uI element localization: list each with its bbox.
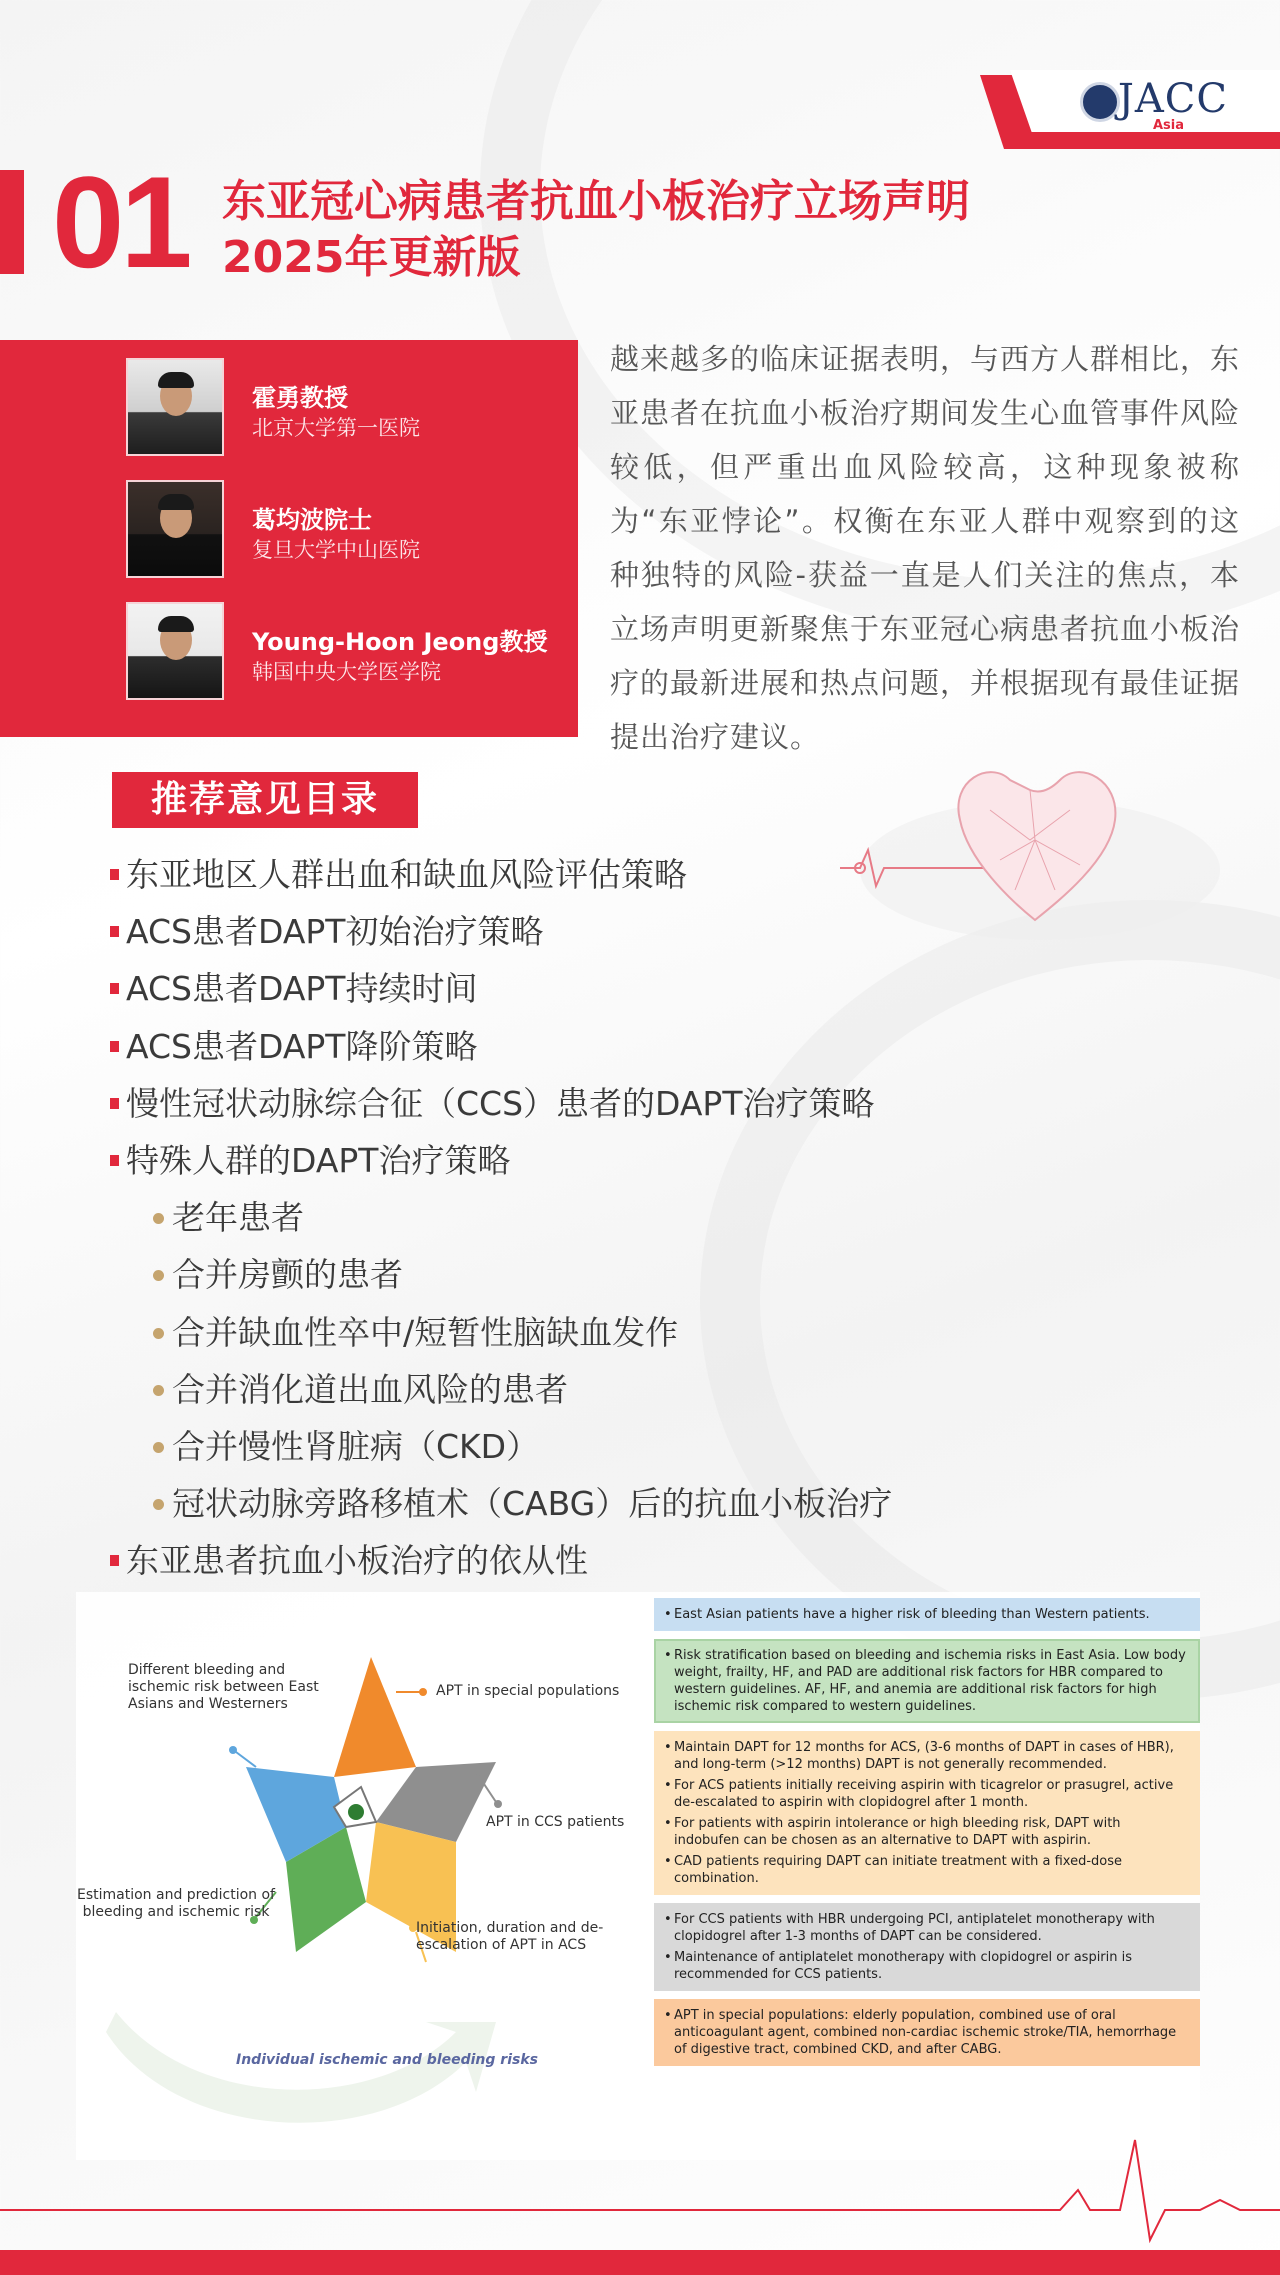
author-name: Young-Hoon Jeong教授: [252, 628, 548, 656]
title-line-1: 东亚冠心病患者抗血小板治疗立场声明: [222, 176, 970, 227]
sub-list-item: 老年患者: [110, 1189, 1010, 1246]
figure-caption: Individual ischemic and bleeding risks: [236, 2052, 538, 2068]
author-name: 霍勇教授: [252, 384, 348, 412]
author-card: [126, 358, 566, 456]
list-item: ACS患者DAPT降阶策略: [110, 1018, 1010, 1075]
summary-row: • Maintain DAPT for 12 months for ACS, (3-6 months of DAPT in cases of HBR), and long-term (>12 months) DAPT is not generally recommended.: [664, 1739, 1190, 1773]
jacc-logo-asia: Asia: [1152, 118, 1184, 133]
author-affiliation: 复旦大学中山医院: [252, 538, 420, 562]
author-name: 葛均波院士: [252, 506, 372, 534]
summary-box: [654, 1598, 1200, 1631]
author-affiliation: 韩国中央大学医学院: [252, 660, 441, 684]
author-affiliation: 北京大学第一医院: [252, 416, 420, 440]
list-item: ACS患者DAPT持续时间: [110, 960, 1010, 1017]
sub-list-item: 冠状动脉旁路移植术（CABG）后的抗血小板治疗: [110, 1475, 1010, 1532]
summary-box: [654, 1903, 1200, 1991]
author-card: [126, 602, 566, 700]
author-photo: [126, 480, 224, 578]
author-photo: [126, 602, 224, 700]
sub-list-item: 合并缺血性卒中/短暂性脑缺血发作: [110, 1304, 1010, 1361]
recommendations-heading: 推荐意见目录: [112, 772, 418, 828]
puzzle-diagram: [76, 1592, 646, 2160]
recommendations-list: [110, 846, 1010, 1590]
sub-list-item: 合并房颤的患者: [110, 1246, 1010, 1303]
summary-boxes: [654, 1598, 1200, 2074]
summary-row: • Maintenance of antiplatelet monotherapy with clopidogrel or aspirin is recommended for CCS patients.: [664, 1949, 1190, 1983]
summary-box: [654, 1639, 1200, 1723]
label-apt-ccs: APT in CCS patients: [486, 1814, 625, 1830]
summary-box: [654, 1731, 1200, 1895]
summary-row: • Risk stratification based on bleeding and ischemia risks in East Asia. Low body weight, frailty, HF, and PAD are additional risk factors for HBR compared to western guidelines. AF, HF, and anemia are additional risk factors for high ischemic risk compared to western guidelines.: [664, 1647, 1190, 1715]
list-item: 慢性冠状动脉综合征（CCS）患者的DAPT治疗策略: [110, 1075, 1010, 1132]
jacc-logo: JACC: [1117, 76, 1228, 122]
label-apt-special: APT in special populations: [436, 1683, 620, 1699]
list-item: 东亚患者抗血小板治疗的依从性: [110, 1532, 1010, 1589]
label-apt-acs: Initiation, duration and de-escalation of APT in ACS: [416, 1920, 604, 1953]
authors-panel: [0, 340, 578, 737]
label-risk-estimation: Estimation and prediction of bleeding and ischemic risk: [77, 1887, 275, 1920]
page-title: [222, 174, 970, 286]
summary-row: • For CCS patients with HBR undergoing PCI, antiplatelet monotherapy with clopidogrel after 1-3 months of DAPT can be considered.: [664, 1911, 1190, 1945]
ecg-line-icon: [0, 2130, 1280, 2250]
summary-row: • For ACS patients initially receiving aspirin with ticagrelor or prasugrel, active de-escalated to aspirin with clopidogrel after 1 month.: [664, 1777, 1190, 1811]
summary-row: • East Asian patients have a higher risk of bleeding than Western patients.: [664, 1606, 1190, 1623]
summary-box: [654, 1999, 1200, 2066]
list-item: 特殊人群的DAPT治疗策略: [110, 1132, 1010, 1189]
author-card: [126, 480, 566, 578]
summary-figure: [76, 1592, 1200, 2160]
jacc-seal-icon: [1080, 82, 1120, 122]
author-photo: [126, 358, 224, 456]
sub-list-item: 合并慢性肾脏病（CKD）: [110, 1418, 1010, 1475]
summary-row: • For patients with aspirin intolerance or high bleeding risk, DAPT with indobufen can be chosen as an alternative to DAPT with aspirin.: [664, 1815, 1190, 1849]
intro-paragraph: 越来越多的临床证据表明，与西方人群相比，东亚患者在抗血小板治疗期间发生心血管事件风险较低，但严重出血风险较高，这种现象被称为“东亚悖论”。权衡在东亚人群中观察到的这种独特的风险-获益一直是人们关注的焦点，本立场声明更新聚焦于东亚冠心病患者抗血小板治疗的最新进展和热点问题，并根据现有最佳证据提出治疗建议。: [610, 342, 1241, 754]
puzzle-piece-orange: [334, 1657, 416, 1777]
label-risk-difference: Different bleeding and ischemic risk between East Asians and Westerners: [128, 1662, 319, 1712]
footer-bar: [0, 2250, 1280, 2275]
summary-row: • APT in special populations: elderly population, combined use of oral anticoagulant agent, combined non-cardiac ischemic stroke/TIA, hemorrhage of digestive tract, combined CKD, and after CABG.: [664, 2007, 1190, 2058]
list-item: 东亚地区人群出血和缺血风险评估策略: [110, 846, 1010, 903]
title-line-2: 2025年更新版: [222, 232, 521, 283]
sub-list-item: 合并消化道出血风险的患者: [110, 1361, 1010, 1418]
section-number: 01: [52, 149, 189, 295]
list-item: ACS患者DAPT初始治疗策略: [110, 903, 1010, 960]
section-number-bar: [0, 170, 24, 274]
summary-row: • CAD patients requiring DAPT can initiate treatment with a fixed-dose combination.: [664, 1853, 1190, 1887]
